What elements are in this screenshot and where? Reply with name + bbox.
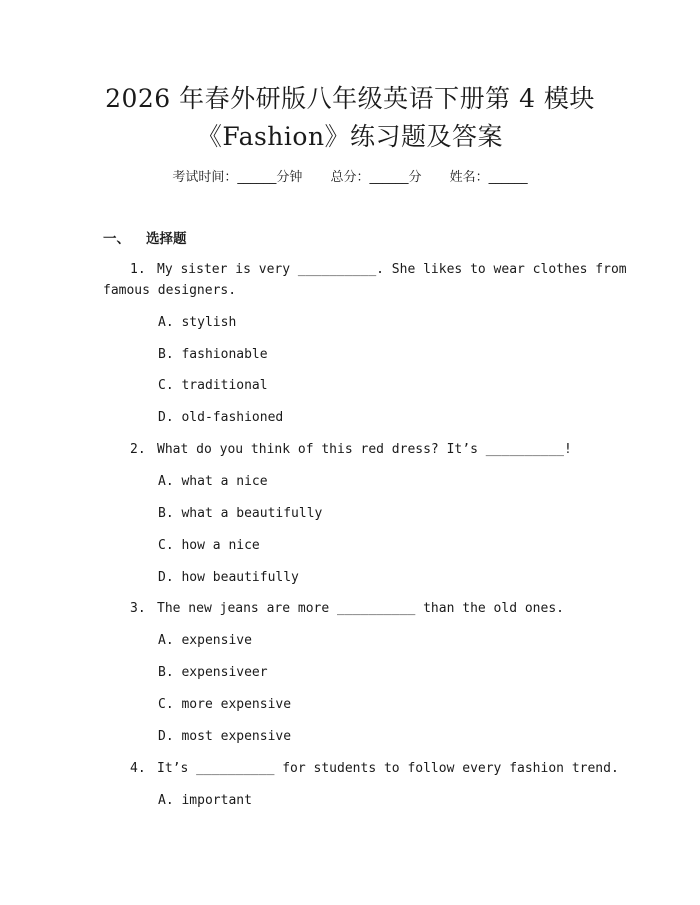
question-3-option-b: B. expensiveer (158, 665, 268, 680)
question-3-option-a: A. expensive (158, 633, 252, 648)
question-3-option-d: D. most expensive (158, 729, 292, 744)
question-text: My sister is very __________. She likes to wear clothes from (157, 262, 627, 277)
exam-meta (0, 169, 700, 187)
question-3-option-c: C. more expensive (158, 697, 292, 712)
question-4-option-a: A. important (158, 793, 252, 808)
exam-time-field: 考试时间：______分钟 (172, 170, 303, 185)
question-text: The new jeans are more __________ than the old ones. (157, 601, 564, 616)
question-1 (130, 261, 627, 279)
question-1-option-c: C. traditional (158, 378, 268, 393)
page-title-line-1: 2026 年春外研版八年级英语下册第 4 模块 (105, 84, 595, 113)
total-score-field: 总分：______分 (330, 170, 422, 185)
question-1-text-continued: famous designers. (103, 283, 237, 298)
section-number: 一、 (103, 231, 130, 247)
question-number: 4. (130, 761, 146, 776)
question-2-option-a: A. what a nice (158, 474, 268, 489)
question-number: 1. (130, 262, 146, 277)
student-name-field: 姓名：______ (449, 170, 528, 185)
question-number: 3. (130, 601, 146, 616)
question-number: 2. (130, 442, 146, 457)
page-title-line-2: 《Fashion》练习题及答案 (196, 122, 504, 151)
question-1-option-b: B. fashionable (158, 347, 268, 362)
section-heading (103, 230, 187, 248)
question-3 (130, 600, 564, 618)
question-2-option-d: D. how beautifully (158, 570, 299, 585)
question-2-option-c: C. how a nice (158, 538, 260, 553)
question-text: What do you think of this red dress? It’s __________! (157, 442, 572, 457)
question-text: It’s __________ for students to follow every fashion trend. (157, 761, 619, 776)
question-4 (130, 760, 619, 778)
section-label: 选择题 (146, 231, 187, 247)
question-1-option-a: A. stylish (158, 315, 237, 330)
question-2-option-b: B. what a beautifully (158, 506, 323, 521)
question-1-option-d: D. old-fashioned (158, 410, 284, 425)
question-2 (130, 441, 572, 459)
